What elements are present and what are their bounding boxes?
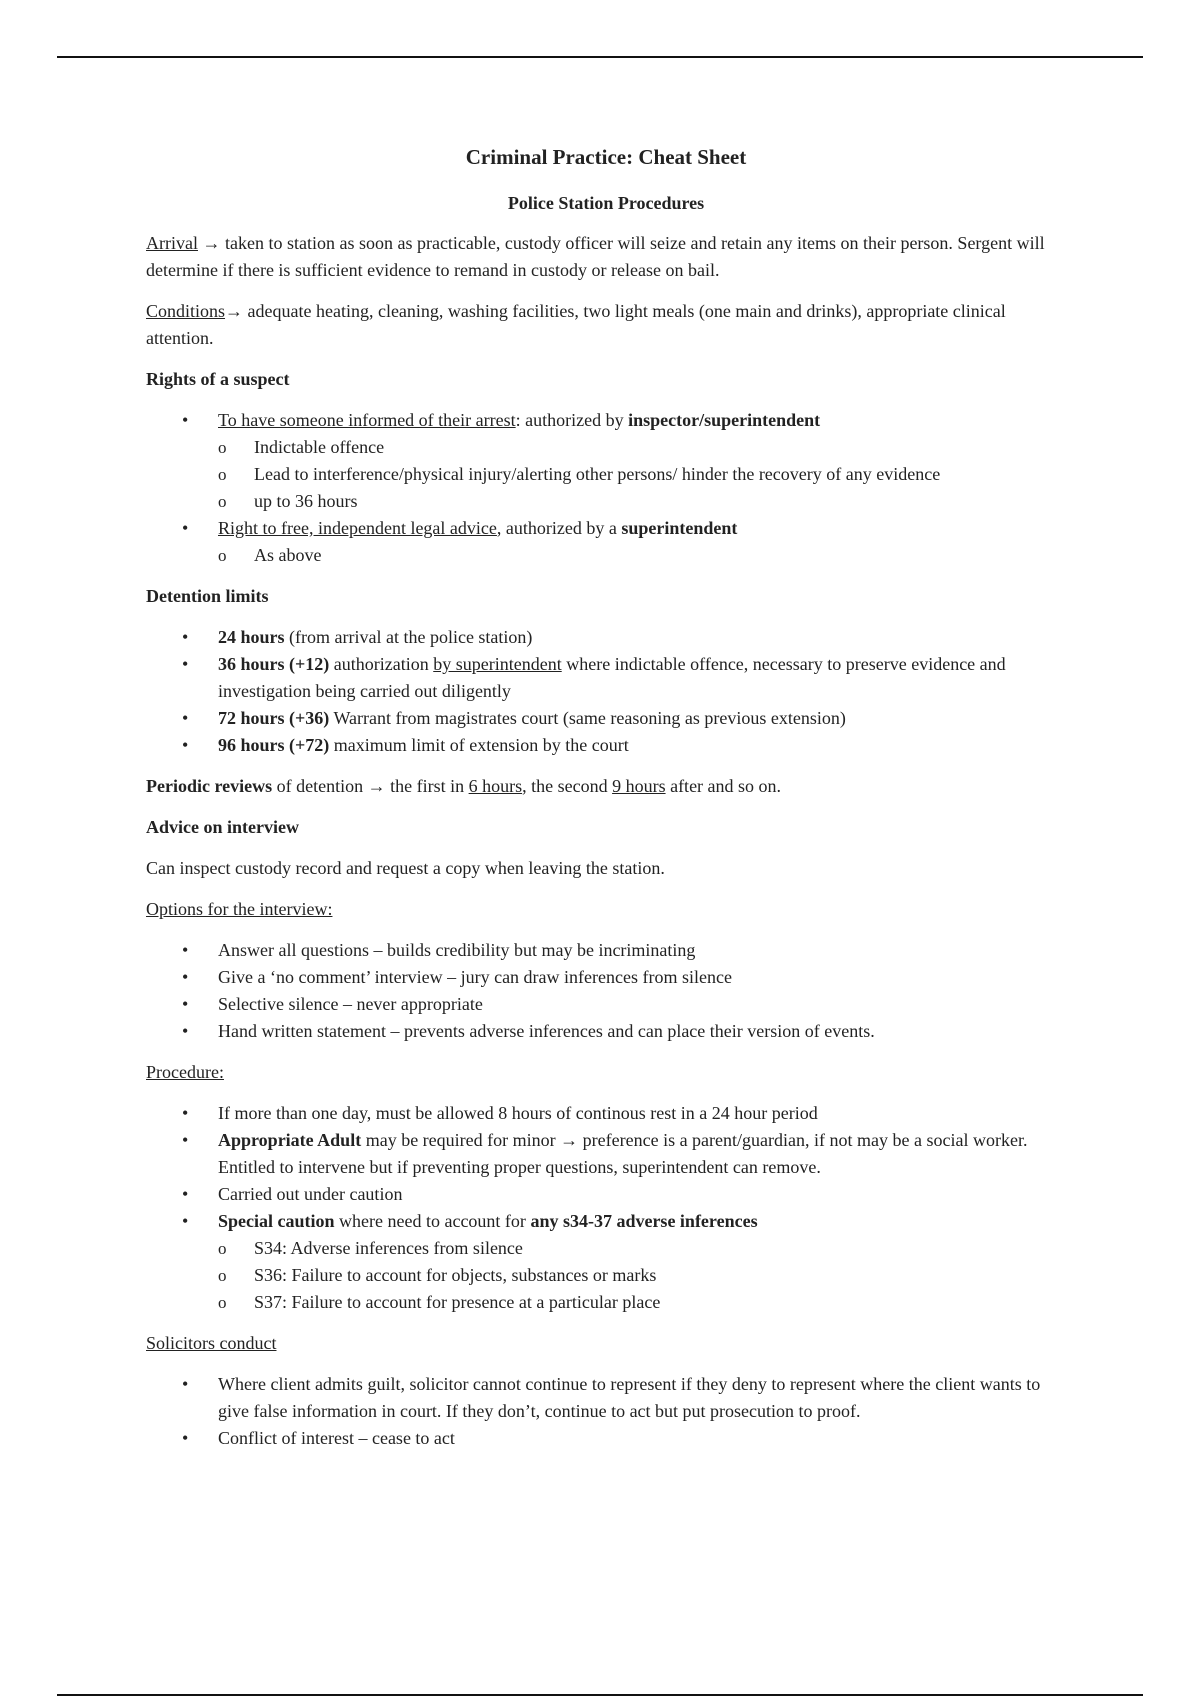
periodic-text: after and so on. (665, 776, 782, 796)
procedure-heading: Procedure: (146, 1062, 224, 1082)
detention-item-text: (from arrival at the police station) (284, 627, 533, 647)
procedure-item-bold: Appropriate Adult (218, 1130, 362, 1150)
list-item (146, 705, 1066, 732)
periodic-text: of detention → the first in (272, 776, 469, 796)
arrival-arrow: → (197, 233, 225, 253)
sub-list-item: o Lead to interference/physical injury/alerting other persons/ hinder the recovery of any evidence (218, 461, 1066, 488)
list-item (146, 624, 1066, 651)
list-item: • Give a ‘no comment’ interview – jury can draw inferences from silence (146, 964, 1066, 991)
sub-list-item: o As above (218, 542, 1066, 569)
conditions-arrow: → (225, 301, 248, 321)
list-item (146, 1127, 1066, 1181)
list-item (146, 651, 1066, 705)
detention-item-text: where indictable offence, necessary to preserve evidence and investigation being carried out diligently (218, 654, 1006, 701)
detention-list (146, 624, 1066, 759)
periodic-underline: 6 hours (468, 776, 523, 796)
list-item: • Selective silence – never appropriate (146, 991, 1066, 1018)
list-item: • Carried out under caution (146, 1181, 1066, 1208)
rights-item1-bold: inspector/superintendent (628, 410, 821, 430)
detention-heading: Detention limits (146, 586, 269, 606)
procedure-item-bold: any s34-37 adverse inferences (530, 1211, 758, 1231)
procedure-item-bold: Special caution (218, 1211, 335, 1231)
list-item (146, 1208, 1066, 1316)
document-title: Criminal Practice: Cheat Sheet (465, 145, 747, 169)
detention-item-underline: by superintendent (433, 654, 562, 674)
detention-item-text: Warrant from magistrates court (same reasoning as previous extension) (329, 708, 846, 728)
procedure-item-text: may be required for minor → preference is a parent/guardian, if not may be a social worker. Entitled to intervene but if preventing proper questions, superintendent can remove. (218, 1130, 1028, 1177)
detention-item-bold: 96 hours (+72) (218, 735, 330, 755)
options-heading: Options for the interview: (146, 899, 333, 919)
detention-item-bold: 24 hours (218, 627, 285, 647)
rights-heading: Rights of a suspect (146, 369, 290, 389)
list-item: • If more than one day, must be allowed 8 hours of continous rest in a 24 hour period (146, 1100, 1066, 1127)
top-rule (57, 56, 1143, 58)
conditions-label: Conditions (146, 301, 226, 321)
detention-item-bold: 36 hours (+12) (218, 654, 330, 674)
list-item (146, 407, 1066, 515)
rights-item2-sublist (218, 542, 1066, 569)
conditions-paragraph (146, 298, 1066, 352)
detention-item-bold: 72 hours (+36) (218, 708, 330, 728)
sub-list-item: o S37: Failure to account for presence at a particular place (218, 1289, 1066, 1316)
periodic-reviews-paragraph (146, 773, 1066, 800)
list-item: • Answer all questions – builds credibility but may be incriminating (146, 937, 1066, 964)
list-item (146, 732, 1066, 759)
rights-list (146, 407, 1066, 569)
list-item: • Hand written statement – prevents adverse inferences and can place their version of events. (146, 1018, 1066, 1045)
solicitors-list (146, 1371, 1066, 1452)
periodic-underline: 9 hours (612, 776, 666, 796)
arrival-text: taken to station as soon as practicable, custody officer will seize and retain any items on their person. Sergent will determine if there is sufficient evidence to remand in custody or release on bail. (146, 233, 1045, 280)
bottom-rule (57, 1694, 1143, 1696)
section-title: Police Station Procedures (507, 193, 705, 213)
periodic-bold: Periodic reviews (146, 776, 273, 796)
list-item: • Conflict of interest – cease to act (146, 1425, 1066, 1452)
options-list (146, 937, 1066, 1045)
advice-heading: Advice on interview (146, 817, 299, 837)
list-item (146, 515, 1066, 569)
procedure-sublist (218, 1235, 1066, 1316)
rights-item2-lead: Right to free, independent legal advice (218, 518, 497, 538)
sub-list-item: o up to 36 hours (218, 488, 1066, 515)
sub-list-item: o S34: Adverse inferences from silence (218, 1235, 1066, 1262)
list-item: • Where client admits guilt, solicitor cannot continue to represent if they deny to represent where the client wants to give false information in court. If they don’t, continue to act but put prosecution to proof. (146, 1371, 1066, 1425)
advice-paragraph: Can inspect custody record and request a copy when leaving the station. (146, 858, 665, 878)
rights-item1-sublist (218, 434, 1066, 515)
detention-item-text: authorization (329, 654, 434, 674)
procedure-item-text: where need to account for (334, 1211, 531, 1231)
rights-item1-lead: To have someone informed of their arrest (218, 410, 516, 430)
periodic-text: , the second (522, 776, 613, 796)
rights-item2-mid: , authorized by a (496, 518, 622, 538)
rights-item1-mid: : authorized by (515, 410, 629, 430)
arrival-label: Arrival (146, 233, 198, 253)
arrival-paragraph (146, 230, 1066, 284)
detention-item-text: maximum limit of extension by the court (329, 735, 629, 755)
sub-list-item: o S36: Failure to account for objects, substances or marks (218, 1262, 1066, 1289)
rights-item2-bold: superintendent (621, 518, 738, 538)
procedure-list (146, 1100, 1066, 1316)
solicitors-heading: Solicitors conduct (146, 1333, 277, 1353)
conditions-text: adequate heating, cleaning, washing facilities, two light meals (one main and drinks), appropriate clinical attention. (146, 301, 1006, 348)
document-body (146, 142, 1066, 1466)
sub-list-item: o Indictable offence (218, 434, 1066, 461)
